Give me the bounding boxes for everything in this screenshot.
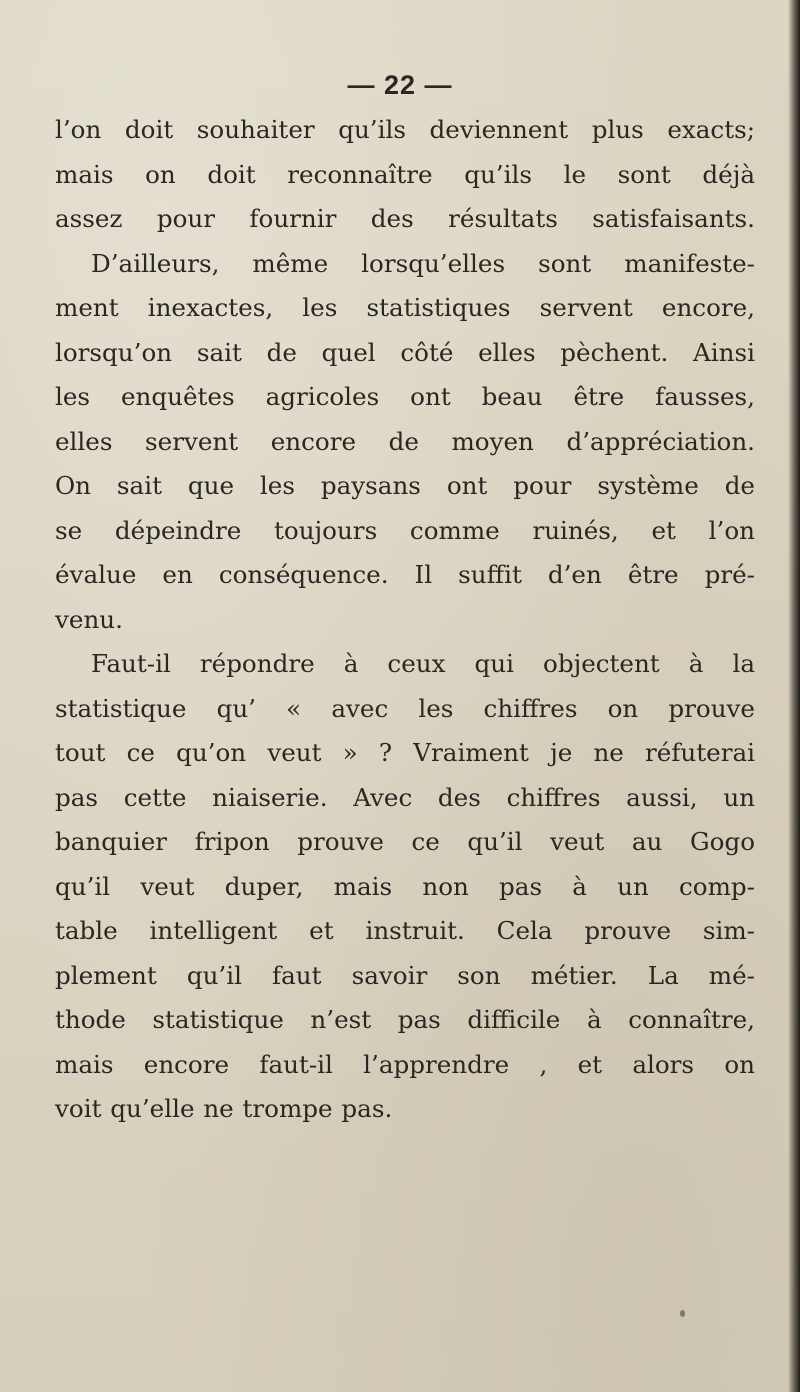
text-line: lorsqu’on sait de quel côté elles pèchent. Ainsi <box>55 337 755 367</box>
page-number: — 22 — <box>347 70 453 100</box>
text-line: Faut-il répondre à ceux qui objectent à la <box>91 649 755 678</box>
text-line: voit qu’elle ne trompe pas. <box>55 1094 393 1123</box>
text-line: plement qu’il faut savoir son métier. La mé- <box>55 960 755 990</box>
text-line: mais on doit reconnaître qu’ils le sont déjà <box>55 159 755 189</box>
text-line: D’ailleurs, même lorsqu’elles sont manifeste- <box>91 248 755 278</box>
paper-speck <box>680 1310 685 1317</box>
text-line: qu’il veut duper, mais non pas à un comp- <box>55 871 755 901</box>
text-line: thode statistique n’est pas difficile à connaître, <box>55 1005 755 1034</box>
text-line: assez pour fournir des résultats satisfaisants. <box>55 204 755 233</box>
text-line: elles servent encore de moyen d’appréciation. <box>55 426 755 456</box>
text-line: les enquêtes agricoles ont beau être fausses, <box>55 382 755 411</box>
text-line: évalue en conséquence. Il suffit d’en être pré- <box>55 560 755 589</box>
text-line: ment inexactes, les statistiques servent encore, <box>55 293 755 322</box>
text-line: venu. <box>55 604 123 634</box>
text-line: banquier fripon prouve ce qu’il veut au Gogo <box>55 827 755 856</box>
text-line: On sait que les paysans ont pour système de <box>55 471 755 500</box>
text-line: se dépeindre toujours comme ruinés, et l’on <box>55 515 755 545</box>
text-line: pas cette niaiserie. Avec des chiffres aussi, un <box>55 782 755 812</box>
text-line: l’on doit souhaiter qu’ils deviennent plus exacts; <box>55 115 755 144</box>
page-edge-shadow <box>788 0 800 1392</box>
text-line: table intelligent et instruit. Cela prouve sim- <box>55 916 755 945</box>
text-line: tout ce qu’on veut » ? Vraiment je ne réfuterai <box>55 738 755 767</box>
text-line: statistique qu’ « avec les chiffres on prouve <box>55 693 755 723</box>
body-text <box>55 108 755 1132</box>
text-line: mais encore faut-il l’apprendre , et alors on <box>55 1049 755 1079</box>
